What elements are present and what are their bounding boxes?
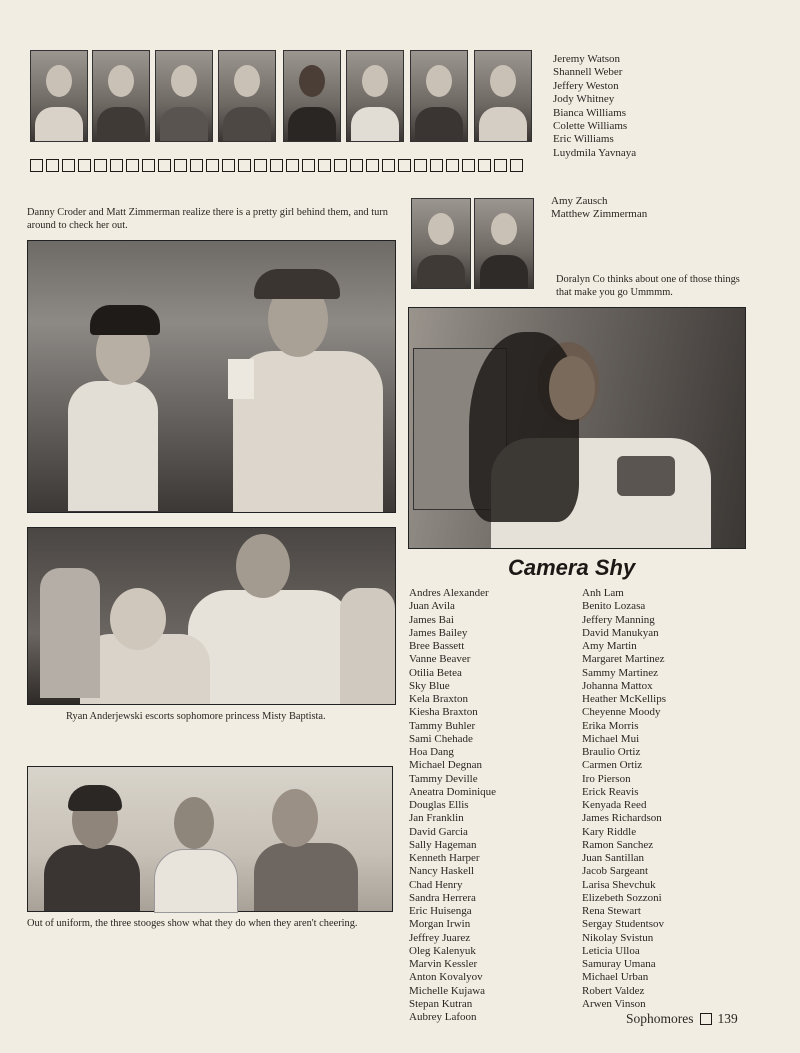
list-item: Juan Santillan xyxy=(582,852,645,864)
list-item: Arwen Vinson xyxy=(582,997,646,1010)
list-item: Anh Lam xyxy=(582,587,624,599)
list-item: Carmen Ortiz xyxy=(582,759,643,772)
list-item: Nikolay Svistun xyxy=(582,931,654,944)
list-item: Hoa Dang xyxy=(409,746,454,758)
list-item: Elizebeth Sozzoni xyxy=(582,891,662,904)
list-item: Robert Valdez xyxy=(582,984,645,997)
list-item: Anton Kovalyov xyxy=(409,971,483,984)
list-item: Michelle Kujawa xyxy=(409,984,486,997)
list-item: Andres Alexander xyxy=(409,587,489,599)
list-item: Michael Urban xyxy=(582,971,649,984)
decorative-box-row xyxy=(30,159,523,172)
list-item: Amy Martin xyxy=(582,640,637,652)
list-item: Chad Henry xyxy=(409,878,463,891)
list-item: Jeffrey Juarez xyxy=(409,931,471,944)
photo-doralyn xyxy=(408,307,746,549)
list-item: Bree Bassett xyxy=(409,640,465,652)
list-item: Sky Blue xyxy=(409,679,450,692)
list-item: Margaret Martinez xyxy=(582,653,665,666)
name: Jeremy Watson xyxy=(553,53,621,65)
list-item: Jacob Sargeant xyxy=(582,865,649,878)
list-item: Kela Braxton xyxy=(409,693,468,705)
portrait-names-top xyxy=(553,53,636,160)
portrait-photo xyxy=(410,50,468,142)
list-item: Aneatra Dominique xyxy=(409,785,497,798)
list-item: Rena Stewart xyxy=(582,905,641,917)
name: Eric Williams xyxy=(553,133,614,146)
list-item: Kiesha Braxton xyxy=(409,706,478,719)
list-item: Aubrey Lafoon xyxy=(409,1011,477,1023)
portrait-photo xyxy=(155,50,213,142)
list-item: James Bai xyxy=(409,613,454,626)
square-icon xyxy=(700,1013,712,1025)
list-item: Eric Huisenga xyxy=(409,905,472,917)
list-item: Braulio Ortiz xyxy=(582,746,641,758)
portrait-names-mid xyxy=(551,195,647,222)
caption-crowder: Danny Croder and Matt Zimmerman realize there is a pretty girl behind them, and turn around to check her out. xyxy=(27,207,388,231)
list-item: Larisa Shevchuk xyxy=(582,878,656,891)
list-item: Jeffery Manning xyxy=(582,613,655,626)
portrait-photo xyxy=(283,50,341,142)
portrait-photo xyxy=(92,50,150,142)
name: Bianca Williams xyxy=(553,106,626,119)
list-item: Cheyenne Moody xyxy=(582,706,661,719)
list-item: Otilia Betea xyxy=(409,666,462,679)
list-item: Juan Avila xyxy=(409,600,455,613)
portrait-photo xyxy=(474,50,532,142)
name: Luydmila Yavnaya xyxy=(553,146,637,159)
caption-ryan: Ryan Anderjewski escorts sophomore princess Misty Baptista. xyxy=(66,711,326,722)
name: Amy Zausch xyxy=(551,195,608,207)
photo-three-stooges xyxy=(27,766,393,912)
list-item: James Bailey xyxy=(409,626,468,639)
list-item: Kenyada Reed xyxy=(582,799,647,811)
portrait-photo xyxy=(346,50,404,142)
name: Colette Williams xyxy=(553,120,628,133)
photo-ryan-misty xyxy=(27,527,396,705)
page-footer xyxy=(626,1011,738,1027)
name: Jeffery Weston xyxy=(553,79,619,92)
name: Jody Whitney xyxy=(553,93,615,106)
list-item: Jan Franklin xyxy=(409,812,464,825)
list-item: Nancy Haskell xyxy=(409,865,475,878)
list-item: Kenneth Harper xyxy=(409,852,480,864)
list-item: Oleg Kalenyuk xyxy=(409,944,476,957)
list-item: Ramon Sanchez xyxy=(582,838,654,851)
list-item: Stepan Kutran xyxy=(409,997,473,1010)
list-item: David Garcia xyxy=(409,825,468,838)
list-item: Vanne Beaver xyxy=(409,653,471,666)
list-item: Sammy Martinez xyxy=(582,666,659,679)
list-item: Michael Degnan xyxy=(409,759,482,772)
camera-shy-heading: Camera Shy xyxy=(508,555,636,580)
list-item: Marvin Kessler xyxy=(409,958,478,970)
caption-doralyn: Doralyn Co thinks about one of those things that make you go Ummmm. xyxy=(556,274,740,298)
portrait-photo xyxy=(411,198,471,289)
list-item: Michael Mui xyxy=(582,732,640,745)
list-item: Kary Riddle xyxy=(582,825,637,838)
list-item: David Manukyan xyxy=(582,626,659,639)
list-item: Sandra Herrera xyxy=(409,891,476,904)
page-number: 139 xyxy=(717,1011,738,1026)
list-item: Douglas Ellis xyxy=(409,799,469,811)
list-item: Iro Pierson xyxy=(582,772,631,785)
list-item: Johanna Mattox xyxy=(582,679,653,692)
list-item: Heather McKellips xyxy=(582,693,666,705)
name: Shannell Weber xyxy=(553,66,623,79)
name: Matthew Zimmerman xyxy=(551,208,648,221)
list-item: Samuray Umana xyxy=(582,958,656,970)
list-item: Leticia Ulloa xyxy=(582,944,640,957)
photo-crowder-zimmerman xyxy=(27,240,396,513)
list-item: Sami Chehade xyxy=(409,732,473,745)
portrait-photo xyxy=(30,50,88,142)
portrait-photo xyxy=(474,198,534,289)
list-item: Morgan Irwin xyxy=(409,918,471,931)
list-item: Benito Lozasa xyxy=(582,600,646,613)
camera-shy-column-1 xyxy=(409,587,496,1024)
list-item: Tammy Buhler xyxy=(409,719,476,732)
camera-shy-column-2 xyxy=(582,587,666,1011)
section-label: Sophomores xyxy=(626,1011,694,1026)
list-item: Sergay Studentsov xyxy=(582,918,664,931)
list-item: Tammy Deville xyxy=(409,772,478,785)
list-item: Erick Reavis xyxy=(582,785,639,798)
list-item: Sally Hageman xyxy=(409,838,477,851)
list-item: James Richardson xyxy=(582,812,662,825)
list-item: Erika Morris xyxy=(582,719,639,732)
portrait-photo xyxy=(218,50,276,142)
caption-stooges: Out of uniform, the three stooges show what they do when they aren't cheering. xyxy=(27,918,358,929)
